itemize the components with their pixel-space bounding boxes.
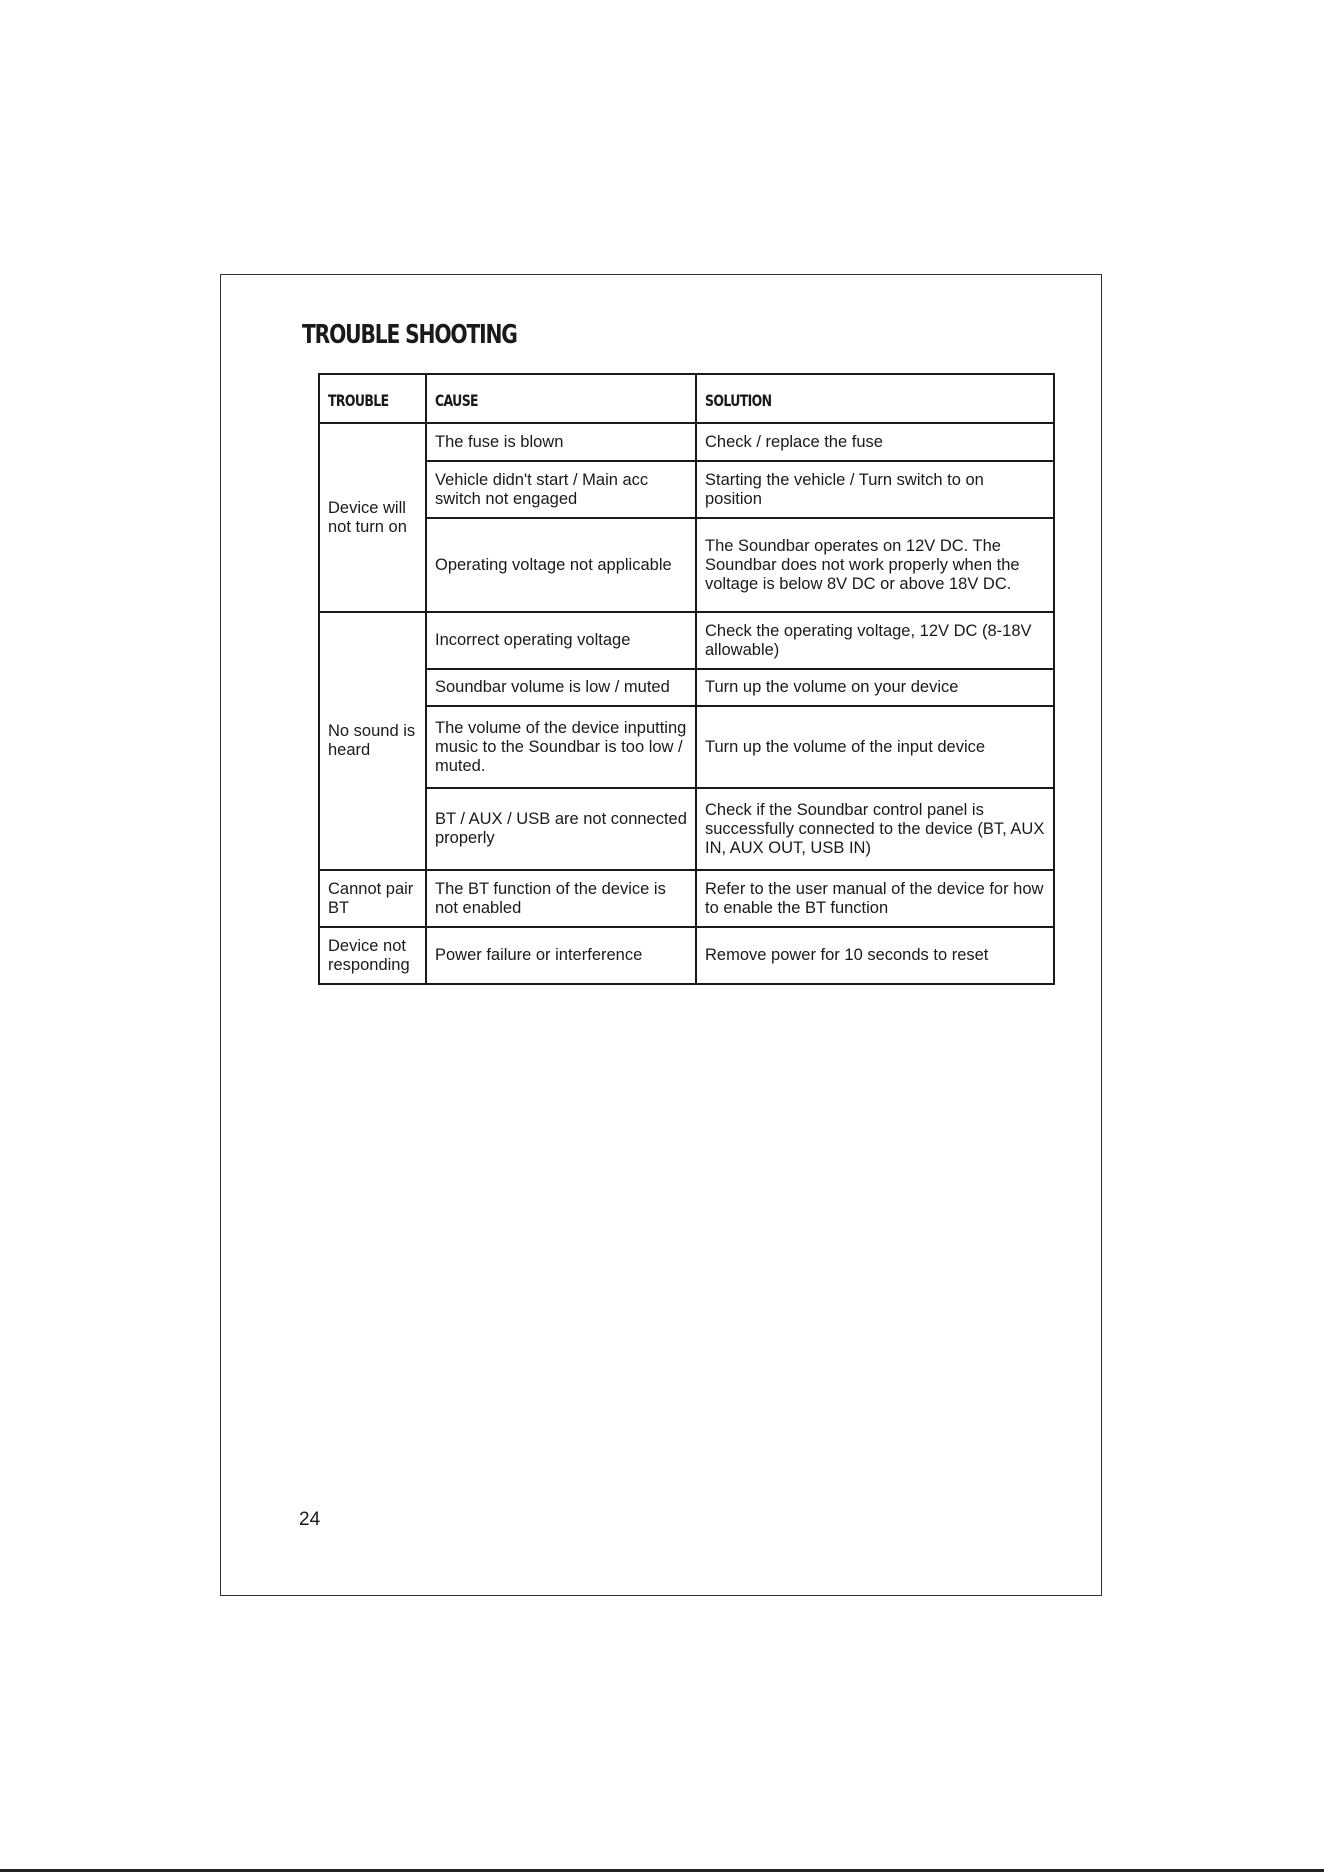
- table-row: [319, 669, 1054, 706]
- table-row: [319, 788, 1054, 870]
- page-title: TROUBLE SHOOTING: [302, 320, 517, 350]
- table-row: [319, 927, 1054, 984]
- table-row: [319, 518, 1054, 612]
- cause-cell: Soundbar volume is low / muted: [426, 669, 696, 706]
- solution-cell: Starting the vehicle / Turn switch to on position: [696, 461, 1054, 518]
- solution-cell: Check if the Soundbar control panel is successfully connected to the device (BT, AUX IN, AUX OUT, USB IN): [696, 788, 1054, 870]
- cause-cell: The fuse is blown: [426, 423, 696, 461]
- table-header-row: [319, 374, 1054, 423]
- cause-cell: Vehicle didn't start / Main acc switch not engaged: [426, 461, 696, 518]
- header-trouble: TROUBLE: [319, 374, 426, 423]
- table-row: [319, 423, 1054, 461]
- solution-cell: Turn up the volume on your device: [696, 669, 1054, 706]
- cause-cell: BT / AUX / USB are not connected properly: [426, 788, 696, 870]
- solution-cell: Check / replace the fuse: [696, 423, 1054, 461]
- table-row: [319, 706, 1054, 788]
- trouble-cell: Device not responding: [319, 927, 426, 984]
- table-row: [319, 870, 1054, 927]
- solution-cell: Check the operating voltage, 12V DC (8-18V allowable): [696, 612, 1054, 669]
- table-row: [319, 461, 1054, 518]
- trouble-cell: Cannot pair BT: [319, 870, 426, 927]
- header-solution: SOLUTION: [696, 374, 1054, 423]
- solution-cell: Refer to the user manual of the device for how to enable the BT function: [696, 870, 1054, 927]
- trouble-cell: No sound is heard: [319, 612, 426, 870]
- cause-cell: Power failure or interference: [426, 927, 696, 984]
- cause-cell: The volume of the device inputting music to the Soundbar is too low / muted.: [426, 706, 696, 788]
- solution-cell: The Soundbar operates on 12V DC. The Soundbar does not work properly when the voltage is below 8V DC or above 18V DC.: [696, 518, 1054, 612]
- page-number: 24: [299, 1509, 321, 1530]
- table-row: [319, 612, 1054, 669]
- troubleshooting-table: [318, 373, 1055, 985]
- solution-cell: Turn up the volume of the input device: [696, 706, 1054, 788]
- header-cause: CAUSE: [426, 374, 696, 423]
- solution-cell: Remove power for 10 seconds to reset: [696, 927, 1054, 984]
- cause-cell: The BT function of the device is not enabled: [426, 870, 696, 927]
- cause-cell: Incorrect operating voltage: [426, 612, 696, 669]
- trouble-cell: Device will not turn on: [319, 423, 426, 612]
- cause-cell: Operating voltage not applicable: [426, 518, 696, 612]
